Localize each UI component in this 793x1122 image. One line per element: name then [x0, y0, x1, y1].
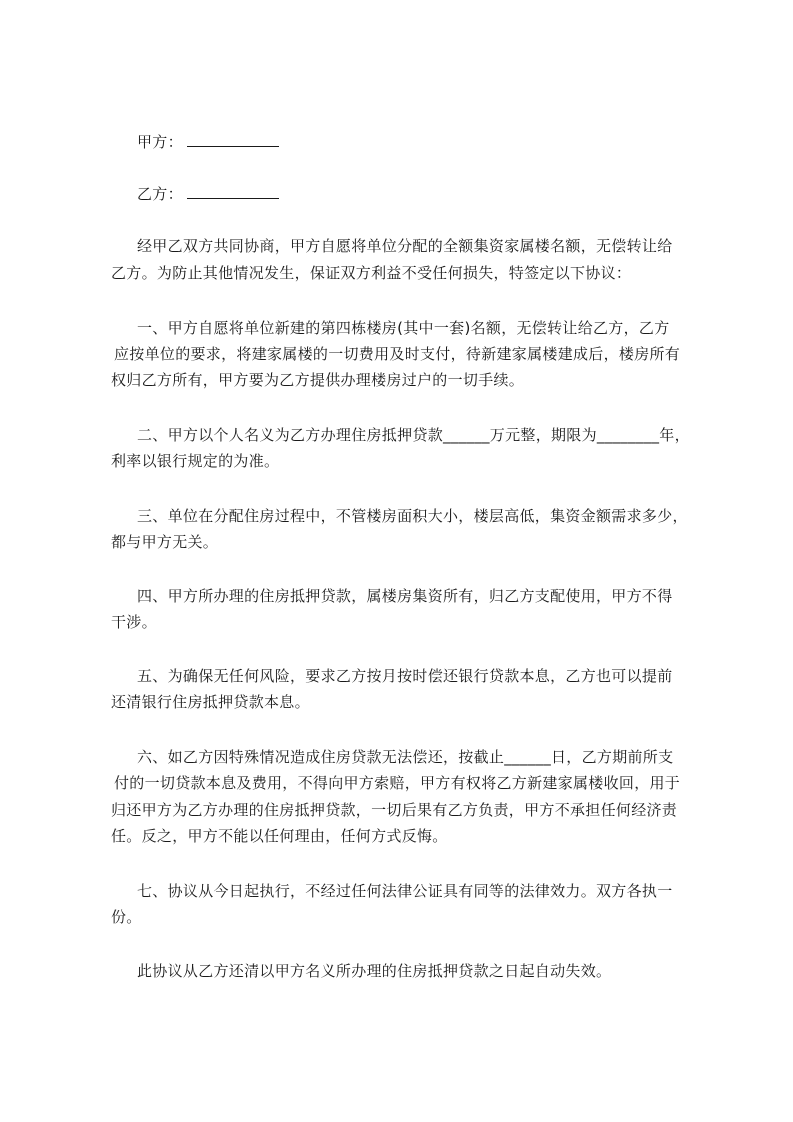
party-b-line — [137, 184, 279, 204]
clause-7-line-2: 份。 — [111, 908, 142, 926]
clause-3-line-1: 三、单位在分配住房过程中，不管楼房面积大小，楼层高低，集资金额需求多少， — [137, 507, 688, 525]
clause-5-line-1: 五、为确保无任何风险，要求乙方按月按时偿还银行贷款本息，乙方也可以提前 — [137, 667, 673, 685]
clause-3-line-2: 都与甲方无关。 — [111, 533, 219, 551]
clause-6-line-1: 六、如乙方因特殊情况造成住房贷款无法偿还，按截止______日，乙方期前所支 — [137, 748, 674, 766]
clause-6-line-4: 任。反之，甲方不能以任何理由，任何方式反悔。 — [111, 827, 448, 845]
clause-4-line-1: 四、甲方所办理的住房抵押贷款，属楼房集资所有，归乙方支配使用，甲方不得 — [137, 587, 673, 605]
party-b-blank — [187, 184, 279, 199]
clause-1-line-3: 权归乙方所有，甲方要为乙方提供办理楼房过户的一切手续。 — [111, 371, 525, 389]
party-b-label: 乙方： — [137, 185, 183, 203]
closing-statement: 此协议从乙方还清以甲方名义所办理的住房抵押贷款之日起自动失效。 — [137, 962, 612, 980]
clause-6-line-3: 归还甲方为乙方办理的住房抵押贷款，一切后果有乙方负责，甲方不承担任何经济责 — [111, 801, 678, 819]
clause-1-line-2: 应按单位的要求，将建家属楼的一切费用及时支付，待新建家属楼建成后，楼房所有 — [114, 345, 681, 363]
intro-line-2: 乙方。为防止其他情况发生，保证双方利益不受任何损失，特签定以下协议： — [111, 264, 632, 282]
party-a-blank — [187, 132, 279, 147]
clause-2-line-1: 二、甲方以个人名义为乙方办理住房抵押贷款______万元整，期限为________年， — [137, 426, 690, 444]
clause-4-line-2: 干涉。 — [111, 613, 157, 631]
clause-1-line-1: 一、甲方自愿将单位新建的第四栋楼房(其中一套)名额，无偿转让给乙方，乙方 — [137, 319, 670, 337]
clause-5-line-2: 还清银行住房抵押贷款本息。 — [111, 693, 310, 711]
clause-7-line-1: 七、协议从今日起执行，不经过任何法律公证具有同等的法律效力。双方各执一 — [137, 882, 673, 900]
party-a-line — [137, 132, 279, 152]
party-a-label: 甲方： — [137, 133, 183, 151]
clause-6-line-2: 付的一切贷款本息及费用，不得向甲方索赔，甲方有权将乙方新建家属楼收回，用于 — [114, 774, 681, 792]
clause-2-line-2: 利率以银行规定的为准。 — [111, 452, 280, 470]
intro-line-1: 经甲乙双方共同协商，甲方自愿将单位分配的全额集资家属楼名额，无偿转让给 — [137, 237, 673, 255]
